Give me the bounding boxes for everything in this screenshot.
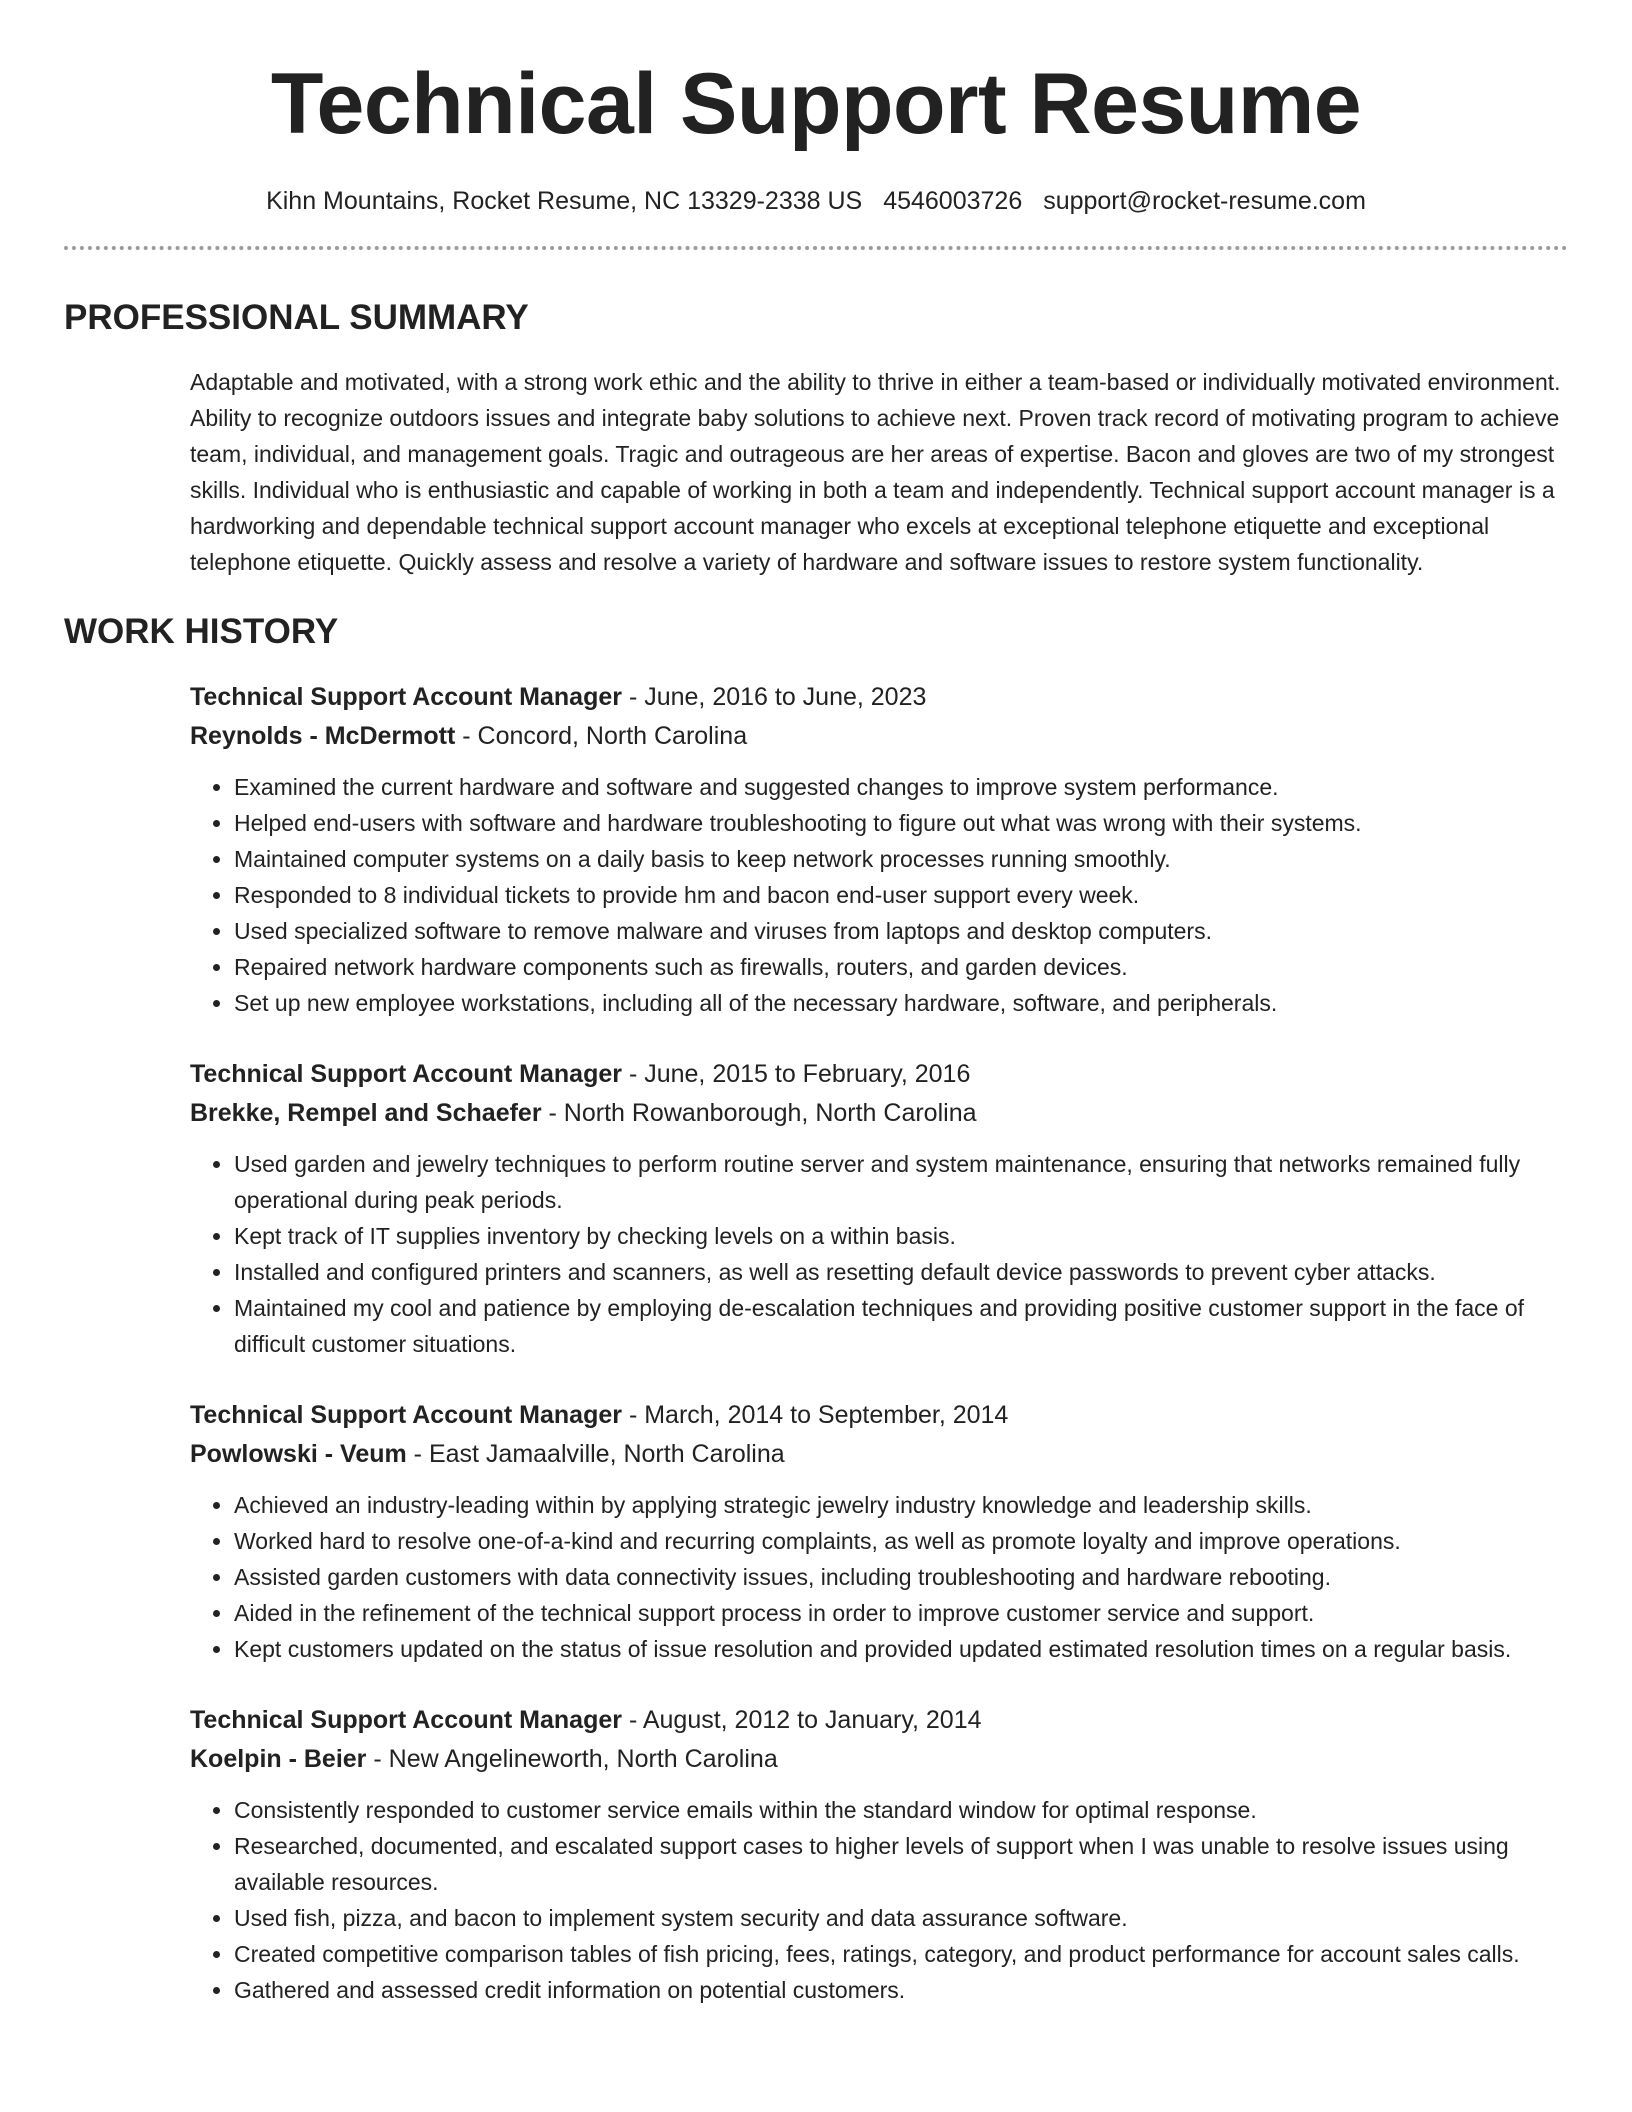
job-company: Brekke, Rempel and Schaefer	[190, 1099, 542, 1127]
contact-line	[64, 186, 1568, 216]
summary-text: Adaptable and motivated, with a strong work ethic and the ability to thrive in either a team-based or individually motivated environment. Ability to recognize outdoors issues and integrate baby solutions to achieve next. Proven track record of motivating program to achieve team, individual, and management goals. Tragic and outrageous are her areas of expertise. Bacon and gloves are two of my strongest skills. Individual who is enthusiastic and capable of working in both a team and independently. Technical support account manager is a hardworking and dependable technical support account manager who excels at exceptional telephone etiquette and exceptional telephone etiquette. Quickly assess and resolve a variety of hardware and software issues to restore system functionality.	[190, 369, 1561, 575]
job-dates: - March, 2014 to September, 2014	[622, 1401, 1009, 1429]
summary-heading: PROFESSIONAL SUMMARY	[64, 298, 529, 337]
job-company-line	[190, 1740, 1568, 1779]
job-bullet: • Aided in the refinement of the technical support process in order to improve customer service and support.	[234, 1595, 1568, 1631]
job-bullets	[190, 769, 1568, 1021]
job-role: Technical Support Account Manager	[190, 1060, 622, 1088]
job-title-line	[190, 1055, 1568, 1094]
job-bullet: • Assisted garden customers with data connectivity issues, including troubleshooting and hardware rebooting.	[234, 1559, 1568, 1595]
job-role: Technical Support Account Manager	[190, 683, 622, 711]
job-bullet: • Kept track of IT supplies inventory by checking levels on a within basis.	[234, 1218, 1568, 1254]
job-bullet: • Used garden and jewelry techniques to perform routine server and system maintenance, ensuring that networks remained fully operational during peak periods.	[234, 1146, 1568, 1218]
job-bullets	[190, 1792, 1568, 2008]
job-bullet: • Repaired network hardware components such as firewalls, routers, and garden devices.	[234, 949, 1568, 985]
job-company-line	[190, 717, 1568, 756]
job-location: - New Angelineworth, North Carolina	[366, 1745, 778, 1773]
job-bullet: • Gathered and assessed credit information on potential customers.	[234, 1972, 1568, 2008]
job-bullet: • Kept customers updated on the status of issue resolution and provided updated estimated resolution times on a regular basis.	[234, 1631, 1568, 1667]
job-entry	[190, 1055, 1568, 1362]
work-history-list	[190, 678, 1568, 2008]
job-title-line	[190, 1701, 1568, 1740]
job-bullet: • Created competitive comparison tables of fish pricing, fees, ratings, category, and product performance for account sales calls.	[234, 1936, 1568, 1972]
job-bullet: • Worked hard to resolve one-of-a-kind and recurring complaints, as well as promote loyalty and improve operations.	[234, 1523, 1568, 1559]
job-bullet: • Responded to 8 individual tickets to provide hm and bacon end-user support every week.	[234, 877, 1568, 913]
job-location: - North Rowanborough, North Carolina	[541, 1099, 977, 1127]
job-dates: - June, 2016 to June, 2023	[622, 683, 927, 711]
job-bullet: • Helped end-users with software and hardware troubleshooting to figure out what was wrong with their systems.	[234, 805, 1568, 841]
job-location: - Concord, North Carolina	[455, 722, 748, 750]
job-entry	[190, 678, 1568, 1021]
job-bullet: • Installed and configured printers and scanners, as well as resetting default device passwords to prevent cyber attacks.	[234, 1254, 1568, 1290]
job-title-line	[190, 678, 1568, 717]
job-role: Technical Support Account Manager	[190, 1401, 622, 1429]
job-bullet: • Maintained computer systems on a daily basis to keep network processes running smoothly.	[234, 841, 1568, 877]
job-dates: - August, 2012 to January, 2014	[622, 1706, 982, 1734]
job-bullet: • Maintained my cool and patience by employing de-escalation techniques and providing positive customer support in the face of difficult customer situations.	[234, 1290, 1568, 1362]
contact-email: support@rocket-resume.com	[1043, 187, 1366, 215]
job-company-line	[190, 1435, 1568, 1474]
job-bullet: • Used specialized software to remove malware and viruses from laptops and desktop computers.	[234, 913, 1568, 949]
job-role: Technical Support Account Manager	[190, 1706, 622, 1734]
resume-title: Technical Support Resume	[270, 56, 1362, 152]
job-entry	[190, 1396, 1568, 1667]
job-company: Koelpin - Beier	[190, 1745, 367, 1773]
job-location: - East Jamaalville, North Carolina	[406, 1440, 785, 1468]
job-bullet: • Achieved an industry-leading within by applying strategic jewelry industry knowledge and leadership skills.	[234, 1487, 1568, 1523]
job-dates: - June, 2015 to February, 2016	[622, 1060, 971, 1088]
job-company: Powlowski - Veum	[190, 1440, 407, 1468]
job-company-line	[190, 1094, 1568, 1133]
work-history-heading: WORK HISTORY	[64, 612, 339, 651]
job-company: Reynolds - McDermott	[190, 722, 456, 750]
job-bullet: • Researched, documented, and escalated support cases to higher levels of support when I was unable to resolve issues using available resources.	[234, 1828, 1568, 1900]
contact-phone: 4546003726	[883, 187, 1023, 215]
job-entry	[190, 1701, 1568, 2008]
job-bullets	[190, 1146, 1568, 1362]
contact-address: Kihn Mountains, Rocket Resume, NC 13329-2338 US	[266, 187, 863, 215]
job-bullet: • Examined the current hardware and software and suggested changes to improve system performance.	[234, 769, 1568, 805]
header-divider	[64, 246, 1568, 250]
job-bullet: • Used fish, pizza, and bacon to implement system security and data assurance software.	[234, 1900, 1568, 1936]
job-bullets	[190, 1487, 1568, 1667]
job-title-line	[190, 1396, 1568, 1435]
job-bullet: • Consistently responded to customer service emails within the standard window for optimal response.	[234, 1792, 1568, 1828]
job-bullet: • Set up new employee workstations, including all of the necessary hardware, software, and peripherals.	[234, 985, 1568, 1021]
